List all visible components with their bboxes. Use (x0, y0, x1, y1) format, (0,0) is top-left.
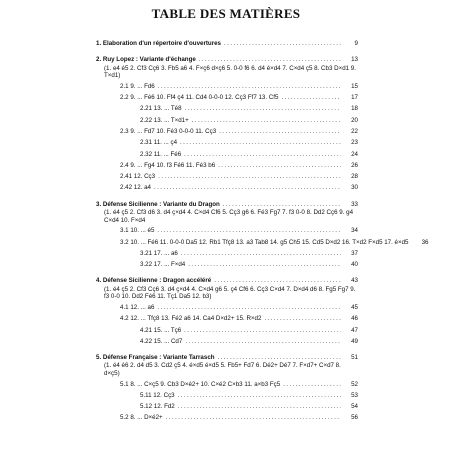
toc-label: 2.22 13. ... T×d1+ (140, 116, 189, 124)
toc-page-number: 24 (351, 150, 358, 158)
toc-label: 2.3 9. ... Fd7 10. Fé3 0-0-0 11. Cç3 (120, 127, 217, 135)
toc-entry[interactable] (96, 83, 358, 91)
toc-entry[interactable] (96, 403, 358, 411)
toc-page-number: 13 (351, 56, 358, 64)
toc-page-number: 56 (351, 414, 358, 422)
dot-leader (184, 151, 341, 159)
toc-section[interactable] (96, 277, 358, 285)
toc-label: 2.21 13. ... Té8 (140, 105, 182, 113)
toc-label: 2.32 11. ... Fé6 (140, 150, 182, 158)
dot-leader (283, 381, 341, 389)
toc-entry[interactable] (96, 414, 358, 422)
toc-label: 2. Ruy Lopez : Variante d'échange (96, 56, 196, 64)
toc-section[interactable] (96, 201, 358, 209)
move-sequence-note: (1. é4 ç5 2. Cf3 d6 3. d4 ç×d4 4. C×d4 Cf6 5. Cç3 g6 6. Fé3 Fg7 7. f3 0-0 8. Dd2 Cç6 9. g4 C×d4 10. F×d4 (104, 209, 354, 224)
toc-page-number: 51 (351, 354, 358, 362)
toc-label: 4.22 15. ... Cd7 (140, 337, 183, 345)
toc-page-number: 54 (351, 403, 358, 411)
toc-entry[interactable] (96, 94, 358, 102)
toc-label: 2.31 11. ... ç4 (140, 139, 178, 147)
toc-entry[interactable] (96, 338, 358, 346)
toc-label: 2.1 9. ... Fd6 (120, 82, 155, 90)
toc-section[interactable] (96, 40, 358, 48)
move-sequence-note: (1. e4 é5 2. Cf3 Cç6 3. Fb5 a6 4. F×ç6 d×ç6 5. 0-0 f6 6. d4 é×d4 7. C×d4 ç5 8. Cb3 D×d1 9. T×d1) (104, 64, 356, 80)
toc-page-number: 9 (354, 40, 358, 47)
toc-entry[interactable] (96, 238, 429, 247)
dot-leader (218, 354, 341, 362)
toc-page-number: 26 (351, 161, 358, 169)
toc-label: 5. Défense Française : Variante Tarrasch (96, 354, 215, 362)
toc-page-number: 15 (351, 82, 358, 90)
dot-leader (185, 105, 341, 113)
dot-leader (180, 139, 341, 147)
toc-label: 2.42 12. a4 (120, 184, 151, 192)
dot-leader (224, 40, 341, 48)
dot-leader (154, 184, 341, 192)
dot-leader (219, 128, 341, 136)
dot-leader (264, 315, 341, 323)
toc-label: 3.2 10. ... Fé6 11. 0-0-0 Da5 12. Rb1 Tfç8 13. a3 Tab8 14. g5 Ch5 15. Cd5 D×d2 16. T×d2 F×d5 17. é×d5 (120, 238, 409, 246)
toc-page-number: 34 (351, 227, 358, 235)
toc-entry[interactable] (96, 250, 358, 258)
spacer (96, 48, 358, 56)
toc-label: 2.4 9. ... Fg4 10. f3 Fé6 11. Fé3 b6 (120, 161, 216, 169)
toc-page-number: 33 (351, 200, 358, 208)
dot-leader (157, 227, 341, 235)
spacer (96, 346, 358, 354)
toc-page-number: 20 (351, 116, 358, 124)
dot-leader (181, 250, 341, 258)
toc-page-number: 53 (351, 391, 358, 399)
dot-leader (178, 403, 341, 411)
toc-entry[interactable] (96, 128, 358, 136)
dot-leader (158, 173, 341, 181)
dot-leader (157, 304, 341, 312)
toc-entry[interactable] (96, 392, 358, 400)
toc-page-number: 17 (351, 94, 358, 102)
toc-page-number: 45 (351, 303, 358, 311)
toc-label: 5.11 12. Cç3 (140, 391, 175, 399)
toc-label: 4. Défense Sicilienne : Dragon accéléré (96, 277, 212, 285)
dot-leader (192, 117, 341, 125)
toc-section[interactable] (96, 354, 358, 362)
dot-leader (214, 277, 341, 285)
dot-leader (188, 261, 341, 269)
toc-label: 2.41 12. Cç3 (120, 173, 156, 181)
toc-entry[interactable] (96, 327, 358, 335)
dot-leader (223, 201, 341, 209)
toc-label: 3.21 17. ... a6 (140, 249, 178, 257)
toc-entry[interactable] (96, 117, 358, 125)
toc-page-number: 28 (351, 173, 358, 181)
toc-entry[interactable] (96, 151, 358, 159)
toc-page-number: 23 (351, 139, 358, 147)
toc-section[interactable] (96, 56, 358, 64)
toc-label: 5.12 12. Fd2 (140, 403, 175, 411)
toc-entry[interactable] (96, 304, 358, 312)
dot-leader (218, 162, 341, 170)
dot-leader (185, 338, 341, 346)
toc-page-number: 43 (351, 277, 358, 285)
toc-entry[interactable] (96, 315, 358, 323)
toc-entry[interactable] (96, 227, 358, 235)
spacer (96, 193, 358, 201)
toc-label: 3. Défense Sicilienne : Variante du Dragon (96, 200, 220, 208)
toc-label: 1. Elaboration d'un répertoire d'ouvertures (96, 40, 221, 47)
spacer (96, 269, 358, 277)
move-sequence-note: (1. é4 é6 2. d4 d5 3. Cd2 ç5 4. é×d5 é×d5 5. Fb5+ Fd7 6. Dé2+ Dé7 7. F×d7+ C×d7 8. d×ç5) (104, 362, 341, 377)
toc-page-number: 36 (421, 238, 429, 246)
toc-entry[interactable] (96, 173, 358, 181)
toc-page-number: 37 (351, 249, 358, 257)
table-of-contents (96, 40, 429, 423)
toc-entry[interactable] (96, 139, 358, 147)
dot-leader (199, 56, 341, 64)
toc-page-number: 46 (351, 315, 358, 323)
toc-entry[interactable] (96, 381, 358, 389)
toc-entry[interactable] (96, 261, 358, 269)
toc-entry[interactable] (96, 162, 358, 170)
move-sequence-note: (1. é4 ç5 2. Cf3 Cç6 3. d4 ç×d4 4. C×d4 g6 5. ç4 Cf6 6. Cç3 C×d4 7. D×d4 d6 8. Fg5 Fg7 9. f3 0-0 10. Dd2 Fé6 11. Tç1 Da5 12. b3) (104, 285, 356, 301)
page-title: TABLE DES MATIÈRES (151, 6, 301, 21)
toc-label: 4.2 12. ... Tfç8 13. Fé2 a6 14. Ca4 D×d2+ 15. R×d2 (120, 315, 262, 323)
toc-label: 4.21 15. ... Tç6 (140, 326, 182, 334)
toc-page-number: 49 (351, 337, 358, 345)
toc-label: 5.2 8. ... D×é2+ (120, 414, 163, 422)
toc-page-number: 40 (351, 261, 358, 269)
toc-label: 3.22 17. ... F×d4 (140, 261, 186, 269)
toc-label: 5.1 8. ... C×ç5 9. Cb3 D×é2+ 10. C×é2 C×b3 11. a×b3 Fç5 (120, 380, 281, 388)
toc-page-number: 52 (351, 380, 358, 388)
dot-leader (184, 327, 341, 335)
toc-page-number: 47 (351, 326, 358, 334)
dot-leader (178, 392, 341, 400)
toc-page-number: 30 (351, 184, 358, 192)
toc-page-number: 22 (351, 127, 358, 135)
toc-label: 3.1 10. ... é5 (120, 227, 155, 235)
dot-leader (158, 83, 341, 91)
dot-leader (166, 414, 341, 422)
toc-label: 2.2 9. ... Fé6 10. Ff4 ç4 11. Cd4 0-0-0 12. Cç3 Ff7 13. Cf5 (120, 94, 279, 102)
toc-page-number: 18 (351, 105, 358, 113)
dot-leader (281, 94, 341, 102)
toc-entry[interactable] (96, 184, 358, 192)
toc-label: 4.1 12. ... a6 (120, 303, 155, 311)
toc-entry[interactable] (96, 105, 358, 113)
